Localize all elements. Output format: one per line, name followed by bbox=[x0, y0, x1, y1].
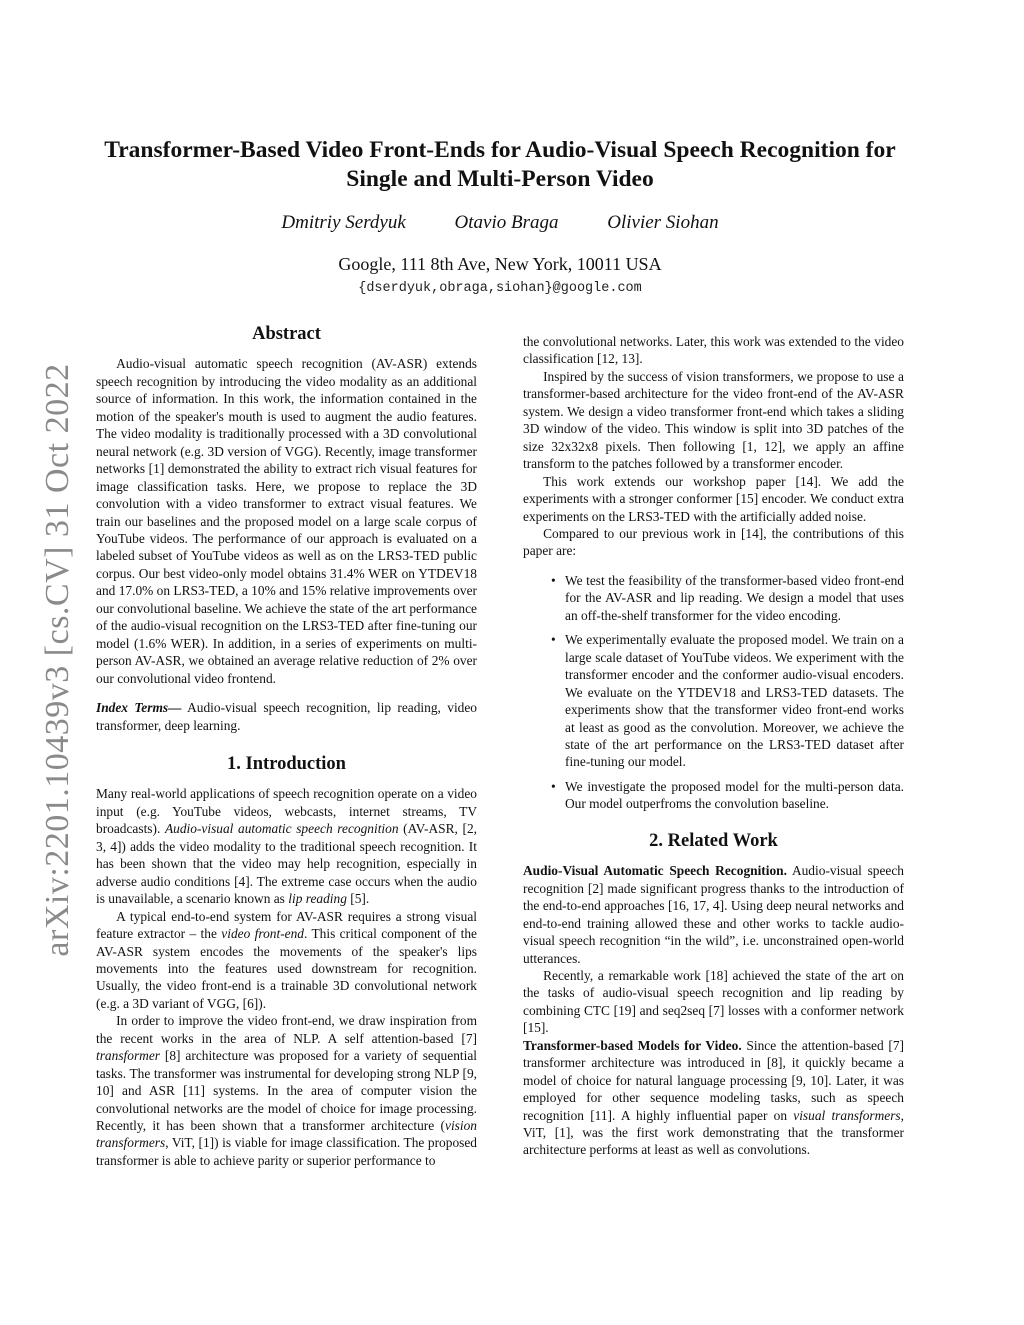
index-terms-label: Index Terms— bbox=[96, 700, 182, 716]
related-work-paragraph-2: Recently, a remarkable work [18] achieved the state of the art on the tasks of audio-visual speech recognition and lip reading by combining CTC [19] and seq2seq [7] losses with a conformer network [15]. bbox=[523, 967, 904, 1036]
author-3: Olivier Siohan bbox=[607, 212, 719, 233]
author-list bbox=[90, 212, 910, 234]
abstract-heading: Abstract bbox=[252, 324, 321, 344]
right-column bbox=[523, 333, 904, 1159]
intro-continued-paragraph: the convolutional networks. Later, this work was extended to the video classification [12, 13]. bbox=[523, 334, 904, 367]
related-work-paragraph-1: Audio-Visual Automatic Speech Recognition. Audio-visual speech recognition [2] made significant progress thanks to the introduction of the end-to-end approaches [16, 17, 4]. Using deep neural networks and end-to-end training allowed these and other works to tackle audio-visual speech recognition “in the wild”, i.e. unconstrained open-world utterances. bbox=[523, 863, 905, 966]
affiliation: Google, 111 8th Ave, New York, 10011 USA bbox=[338, 254, 662, 274]
author-1: Dmitriy Serdyuk bbox=[281, 212, 406, 233]
introduction-heading: 1. Introduction bbox=[227, 753, 346, 774]
related-work-paragraph-3: Transformer-based Models for Video. Since the attention-based [7] transformer architecture was introduced in [8], it quickly became a model of choice for natural language processing [9, 10]. Later, it was employed for other sequence modeling tasks, such as speech recognition [11]. A highly influential paper on visual transformers, ViT, [1], was the first work demonstrating that the transformer architecture performs at least as well as convolutions. bbox=[523, 1037, 905, 1158]
paper-title bbox=[90, 136, 910, 194]
contributions-list bbox=[523, 572, 904, 813]
author-2: Otavio Braga bbox=[454, 212, 559, 233]
index-terms-text: Audio-visual speech recognition, lip reading, video transformer, deep learning. bbox=[96, 700, 477, 733]
related-work-heading: 2. Related Work bbox=[649, 830, 778, 851]
author-emails: {dserdyuk,obraga,siohan}@google.com bbox=[358, 281, 642, 296]
intro-paragraph-5: This work extends our workshop paper [14]. We add the experiments with a stronger conformer [15] encoder. We conduct extra experiments on the LRS3-TED with the artificially added noise. bbox=[523, 473, 904, 524]
intro-paragraph-6: Compared to our previous work in [14], the contributions of this paper are: bbox=[523, 525, 904, 559]
index-terms bbox=[96, 699, 477, 734]
intro-paragraph-3: In order to improve the video front-end, we draw inspiration from the recent works in the area of NLP. A self attention-based [7] transformer [8] architecture was proposed for a variety of sequential tasks. The transformer was instrumental for developing strong NLP [9, 10] and ASR [11] systems. In the area of computer vision the convolutional networks are the model of choice for image processing. Recently, it has been shown that a transformer architecture (vision transformers, ViT, [1]) is viable for image classification. The proposed transformer is able to achieve parity or superior performance to bbox=[96, 1013, 477, 1168]
intro-paragraph-4: Inspired by the success of vision transformers, we propose to use a transformer-based architecture for the video front-end of the AV-ASR system. We design a video transformer front-end which takes a sliding 3D window of the video. This window is split into 3D patches of the size 32x32x8 pixels. Then following [1, 12], we apply an affine transform to the patches followed by a transformer encoder. bbox=[523, 368, 904, 472]
title-line-1: Transformer-Based Video Front-Ends for Audio-Visual Speech Recognition for bbox=[104, 137, 896, 163]
arxiv-identifier-stamp: arXiv:2201.10439v3 [cs.CV] 31 Oct 2022 bbox=[39, 363, 76, 957]
abstract-text: Audio-visual automatic speech recognition (AV-ASR) extends speech recognition by introducing the video modality as an additional source of information. In this work, the information contained in the motion of the speaker's mouth is used to augment the audio features. The video modality is traditionally processed with a 3D convolutional neural network (e.g. 3D version of VGG). Recently, image transformer networks [1] demonstrated the ability to extract rich visual features for image classification tasks. Here, we propose to replace the 3D convolution with a video transformer to extract visual features. We train our baselines and the proposed model on a large scale corpus of YouTube videos. The performance of our approach is evaluated on a labeled subset of YouTube videos as well as on the LRS3-TED public corpus. Our best video-only model obtains 31.4% WER on YTDEV18 and 17.0% on LRS3-TED, a 10% and 15% relative improvements over our convolutional baseline. We achieve the state of the art performance of the audio-visual recognition on the LRS3-TED after fine-tuning our model (1.6% WER). In addition, in a series of experiments on multi-person AV-ASR, we obtained an average relative reduction of 2% over our convolutional video frontend. bbox=[96, 356, 477, 686]
list-item: • We experimentally evaluate the proposed model. We train on a large scale dataset of YouTube videos. We experiment with the transformer encoder and the conformer audio-visual encoders. We evaluate on the YTDEV18 and LRS3-TED datasets. The experiments show that the transformer video front-end works at least as good as the convolution. Moreover, we achieve the state of the art performance on the LRS3-TED dataset after fine-tuning our model. bbox=[523, 631, 904, 771]
intro-paragraph-1: Many real-world applications of speech recognition operate on a video input (e.g. YouTube videos, webcasts, internet streams, TV broadcasts). Audio-visual automatic speech recognition (AV-ASR, [2, 3, 4]) adds the video modality to the traditional speech recognition. It has been shown that the video may help recognition, especially in adverse audio conditions [4]. The extreme case occurs when the audio is unavailable, a scenario known as lip reading [5]. bbox=[96, 786, 477, 907]
left-column bbox=[96, 326, 477, 1169]
list-item: • We investigate the proposed model for the multi-person data. Our model outperfroms the convolution baseline. bbox=[523, 778, 904, 813]
list-item: • We test the feasibility of the transformer-based video front-end for the AV-ASR and lip reading. We design a model that uses an off-the-shelf transformer for the video encoding. bbox=[523, 572, 904, 624]
intro-paragraph-2: A typical end-to-end system for AV-ASR requires a strong visual feature extractor – the video front-end. This critical component of the AV-ASR system encodes the movements of the speaker's lips movements into the features used downstream for recognition. Usually, the video front-end is a trainable 3D convolutional network (e.g. a 3D variant of VGG, [6]). bbox=[96, 908, 477, 1011]
title-line-2: Single and Multi-Person Video bbox=[346, 166, 654, 192]
